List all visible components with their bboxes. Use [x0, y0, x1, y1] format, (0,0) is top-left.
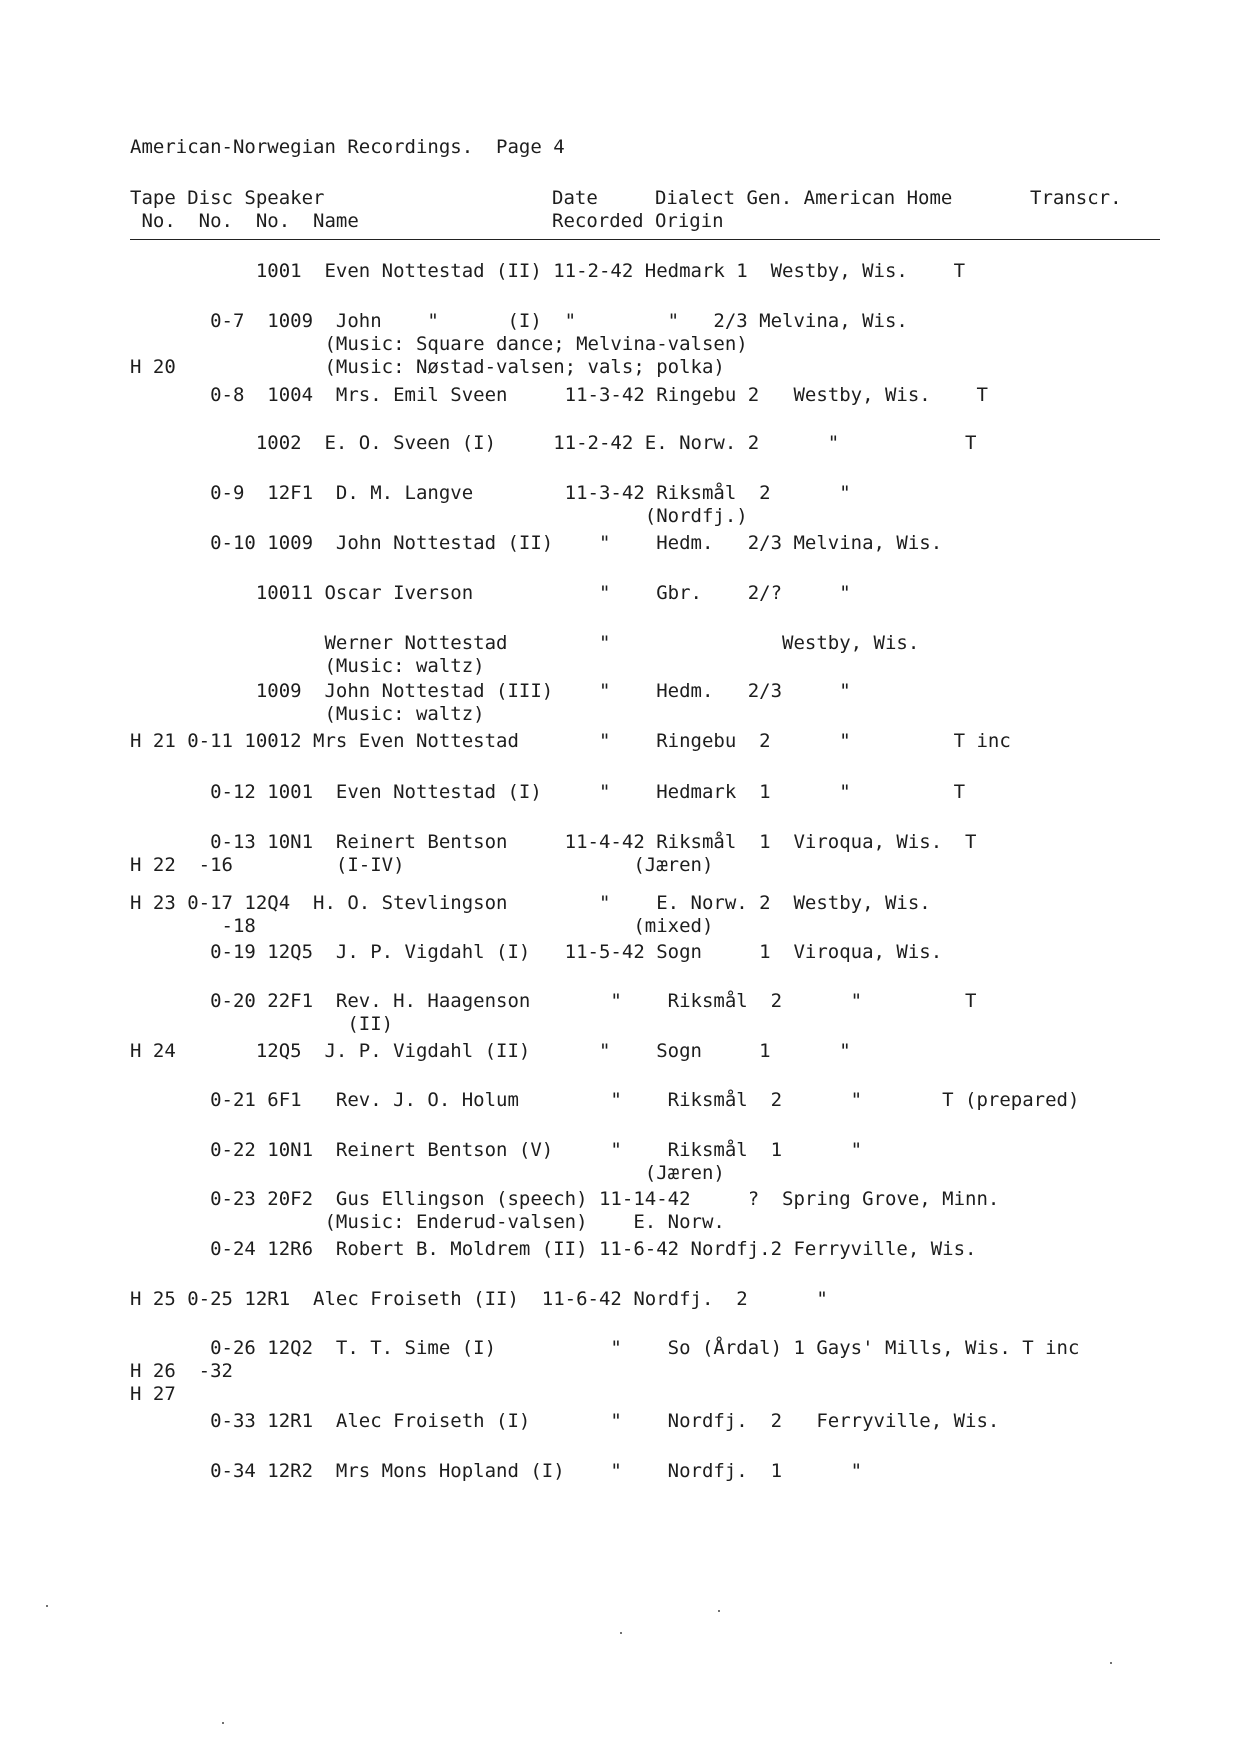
scan-speck	[1110, 1662, 1112, 1664]
table-row: 1002 E. O. Sveen (I) 11-2-42 E. Norw. 2 " T	[130, 432, 977, 454]
table-row: (Music: waltz)	[130, 655, 485, 677]
page-title: American-Norwegian Recordings. Page 4	[130, 136, 565, 158]
table-row: 0-21 6F1 Rev. J. O. Holum " Riksmål 2 " T (prepared)	[130, 1089, 1080, 1111]
table-row: H 27	[130, 1383, 176, 1405]
table-row: 0-24 12R6 Robert B. Moldrem (II) 11-6-42 Nordfj.2 Ferryville, Wis.	[130, 1238, 977, 1260]
header-col-date-dialect-home: Date Dialect Gen. American Home	[552, 187, 953, 209]
table-row: H 23 0-17 12Q4 H. O. Stevlingson " E. Norw. 2 Westby, Wis.	[130, 892, 931, 914]
table-row: 0-9 12F1 D. M. Langve 11-3-42 Riksmål 2 "	[130, 482, 851, 504]
table-row: Werner Nottestad " Westby, Wis.	[130, 632, 920, 654]
table-row: 0-22 10N1 Reinert Bentson (V) " Riksmål 1 "	[130, 1139, 863, 1161]
table-row: 0-8 1004 Mrs. Emil Sveen 11-3-42 Ringebu 2 Westby, Wis. T	[130, 384, 988, 406]
table-row: (Jæren)	[130, 1162, 725, 1184]
table-row: 0-34 12R2 Mrs Mons Hopland (I) " Nordfj. 1 "	[130, 1460, 863, 1482]
table-row: (Music: Square dance; Melvina-valsen)	[130, 333, 748, 355]
scan-speck	[46, 1605, 48, 1607]
table-row: 0-26 12Q2 T. T. Sime (I) " So (Årdal) 1 Gays' Mills, Wis. T inc	[130, 1337, 1080, 1359]
header-col-tape-disc-speaker: Tape Disc Speaker	[130, 187, 325, 209]
table-row: 0-12 1001 Even Nottestad (I) " Hedmark 1 " T	[130, 781, 966, 803]
table-row: (Music: Enderud-valsen) E. Norw.	[130, 1211, 725, 1233]
table-row: 0-33 12R1 Alec Froiseth (I) " Nordfj. 2 Ferryville, Wis.	[130, 1410, 1000, 1432]
table-row: H 20 (Music: Nøstad-valsen; vals; polka)	[130, 356, 725, 378]
table-row: 1001 Even Nottestad (II) 11-2-42 Hedmark 1 Westby, Wis. T	[130, 260, 966, 282]
header-col-recorded-origin: Recorded Origin	[552, 210, 724, 232]
scan-speck	[222, 1722, 224, 1724]
scan-speck	[620, 1632, 622, 1634]
header-col-transcr: Transcr.	[1030, 187, 1122, 209]
table-row: H 26 -32	[130, 1360, 233, 1382]
scan-speck	[718, 1610, 720, 1612]
table-row: 0-10 1009 John Nottestad (II) " Hedm. 2/3 Melvina, Wis.	[130, 532, 943, 554]
table-row: 0-19 12Q5 J. P. Vigdahl (I) 11-5-42 Sogn 1 Viroqua, Wis.	[130, 941, 943, 963]
table-row: -18 (mixed)	[130, 915, 714, 937]
table-row: H 21 0-11 10012 Mrs Even Nottestad " Ringebu 2 " T inc	[130, 730, 1011, 752]
table-row: H 24 12Q5 J. P. Vigdahl (II) " Sogn 1 "	[130, 1040, 851, 1062]
header-col-no-name: No. No. No. Name	[130, 210, 359, 232]
table-row: (Music: waltz)	[130, 703, 485, 725]
table-row: 1009 John Nottestad (III) " Hedm. 2/3 "	[130, 680, 851, 702]
table-row: 10011 Oscar Iverson " Gbr. 2/? "	[130, 582, 851, 604]
table-row: H 22 -16 (I-IV) (Jæren)	[130, 854, 714, 876]
table-row: 0-20 22F1 Rev. H. Haagenson " Riksmål 2 " T	[130, 990, 977, 1012]
table-row: H 25 0-25 12R1 Alec Froiseth (II) 11-6-42 Nordfj. 2 "	[130, 1288, 828, 1310]
table-row: 0-23 20F2 Gus Ellingson (speech) 11-14-42 ? Spring Grove, Minn.	[130, 1188, 1000, 1210]
table-row: (II)	[130, 1013, 394, 1035]
table-row: 0-13 10N1 Reinert Bentson 11-4-42 Riksmål 1 Viroqua, Wis. T	[130, 831, 977, 853]
table-row: (Nordfj.)	[130, 505, 748, 527]
header-rule	[130, 239, 1160, 240]
table-row: 0-7 1009 John " (I) " " 2/3 Melvina, Wis.	[130, 310, 908, 332]
